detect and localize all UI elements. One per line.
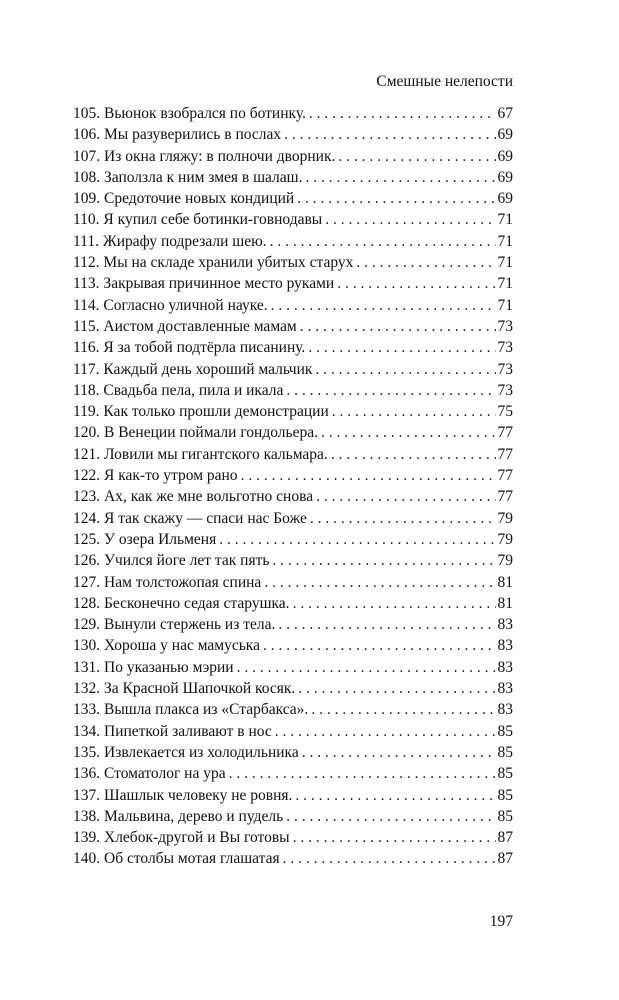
toc-entry-title: 116. Я за тобой подтёрла писанину. <box>73 339 306 357</box>
toc-entry-title: 112. Мы на складе хранили убитых старух <box>73 254 354 272</box>
toc-entry <box>73 252 513 273</box>
toc-entry-title: 122. Я как-то утром рано <box>73 467 238 485</box>
toc-entry-page: 79 <box>497 530 513 548</box>
toc-entry-title: 113. Закрывая причинное место руками <box>73 275 335 293</box>
dot-leader <box>290 593 496 614</box>
toc-entry <box>73 359 513 380</box>
toc-entry <box>73 422 513 443</box>
toc-entry-title: 126. Учился йоге лет так пять <box>73 552 270 570</box>
toc-entry <box>73 827 513 848</box>
toc-entry-page: 69 <box>497 126 513 144</box>
toc-entry-title: 121. Ловили мы гигантского кальмара. <box>73 445 328 463</box>
dot-leader <box>299 742 496 763</box>
toc-entry-title: 115. Аистом доставленные мамам <box>73 317 297 335</box>
page-number: 197 <box>489 913 513 930</box>
dot-leader <box>353 252 495 273</box>
toc-entry <box>73 848 513 869</box>
dot-leader <box>283 806 495 827</box>
toc-entry-title: 120. В Венеции поймали гондольера. <box>73 424 318 442</box>
toc-entry-title: 133. Вышла плакса из «Старбакса». <box>73 701 309 719</box>
toc-entry-page: 77 <box>497 467 513 485</box>
dot-leader <box>329 401 496 422</box>
toc-entry <box>73 721 513 742</box>
toc-entry-page: 73 <box>497 360 513 378</box>
toc-entry-title: 114. Согласно уличной науке. <box>73 296 268 314</box>
toc-entry <box>73 465 513 486</box>
toc-entry-page: 87 <box>497 850 513 868</box>
toc-entry-page: 71 <box>497 296 513 314</box>
dot-leader <box>307 508 496 529</box>
toc-entry-page: 71 <box>497 232 513 250</box>
toc-entry <box>73 380 513 401</box>
toc-entry-title: 105. Вьюнок взобрался по ботинку. <box>73 105 306 122</box>
toc-entry-page: 73 <box>497 317 513 335</box>
toc-entry <box>73 699 513 720</box>
toc-entry-title: 110. Я купил себе ботинки-говнодавы <box>73 211 323 229</box>
toc-entry <box>73 146 513 167</box>
toc-entry <box>73 785 513 806</box>
dot-leader <box>297 316 496 337</box>
toc-entry-page: 83 <box>497 658 513 676</box>
toc-entry-title: 107. Из окна гляжу: в полночи дворник. <box>73 147 336 165</box>
toc-entry <box>73 635 513 656</box>
toc-entry-title: 117. Каждый день хороший мальчик <box>73 360 313 378</box>
toc-entry <box>73 231 513 252</box>
toc-entry-title: 109. Средоточие новых кондиций <box>73 190 295 208</box>
toc-entry-title: 131. По указанью мэрии <box>73 658 234 676</box>
toc-entry <box>73 593 513 614</box>
dot-leader <box>334 273 495 294</box>
dot-leader <box>295 678 495 699</box>
toc-entry-title: 138. Мальвина, дерево и пудель <box>73 807 284 825</box>
dot-leader <box>260 635 496 656</box>
toc-entry-title: 140. Об столбы мотая глашатая <box>73 850 280 868</box>
toc-entry-title: 129. Вынули стержень из тела. <box>73 616 276 634</box>
toc-entry-title: 125. У озера Ильменя <box>73 530 217 548</box>
toc-entry-page: 81 <box>497 594 513 612</box>
dot-leader <box>234 657 496 678</box>
toc-entry-page: 73 <box>497 339 513 357</box>
toc-entry <box>73 295 513 316</box>
toc-entry-title: 139. Хлебок-другой и Вы готовы <box>73 829 290 847</box>
dot-leader <box>268 295 496 316</box>
toc-entry-page: 67 <box>497 105 513 122</box>
table-of-contents <box>73 103 513 870</box>
toc-entry <box>73 188 513 209</box>
toc-entry-title: 134. Пипеткой заливают в нос <box>73 722 272 740</box>
toc-entry <box>73 742 513 763</box>
toc-entry <box>73 678 513 699</box>
toc-entry <box>73 209 513 230</box>
dot-leader <box>312 359 495 380</box>
toc-entry-title: 118. Свадьба пела, пила и икала <box>73 381 284 399</box>
toc-entry <box>73 401 513 422</box>
dot-leader <box>290 827 496 848</box>
toc-entry-page: 81 <box>497 573 513 591</box>
dot-leader <box>302 167 495 188</box>
toc-entry-page: 85 <box>497 807 513 825</box>
dot-leader <box>318 422 496 443</box>
toc-entry <box>73 273 513 294</box>
toc-entry-title: 136. Стоматолог на ура <box>73 765 226 783</box>
toc-entry-title: 127. Нам толстожопая спина <box>73 573 262 591</box>
dot-leader <box>216 529 495 550</box>
dot-leader <box>261 572 495 593</box>
dot-leader <box>275 614 495 635</box>
toc-entry-page: 71 <box>497 211 513 229</box>
dot-leader <box>272 721 496 742</box>
toc-entry-page: 77 <box>497 424 513 442</box>
toc-entry-title: 128. Бесконечно седая старушка. <box>73 594 290 612</box>
dot-leader <box>238 465 496 486</box>
toc-entry-page: 69 <box>497 147 513 165</box>
toc-entry-title: 137. Шашлык человеку не ровня. <box>73 786 293 804</box>
toc-entry-page: 85 <box>497 743 513 761</box>
toc-entry <box>73 337 513 358</box>
toc-entry-title: 123. Ах, как же мне вольготно снова <box>73 488 314 506</box>
running-head: Смешные нелепости <box>376 73 513 90</box>
toc-entry-page: 71 <box>497 254 513 272</box>
toc-entry-page: 77 <box>497 445 513 463</box>
toc-entry-title: 119. Как только прошли демонстрации <box>73 403 329 421</box>
toc-entry-title: 124. Я так скажу — спаси нас Боже <box>73 509 307 527</box>
dot-leader <box>294 188 495 209</box>
toc-entry-page: 87 <box>497 829 513 847</box>
dot-leader <box>269 550 495 571</box>
dot-leader <box>267 231 496 252</box>
dot-leader <box>283 380 495 401</box>
dot-leader <box>226 763 496 784</box>
toc-entry <box>73 103 513 124</box>
dot-leader <box>308 699 495 720</box>
toc-entry <box>73 614 513 635</box>
toc-entry-page: 69 <box>497 190 513 208</box>
toc-entry <box>73 529 513 550</box>
toc-entry-page: 85 <box>497 786 513 804</box>
dot-leader <box>281 124 495 145</box>
toc-entry <box>73 167 513 188</box>
dot-leader <box>306 103 496 124</box>
dot-leader <box>328 444 496 465</box>
toc-entry-page: 85 <box>497 722 513 740</box>
toc-entry <box>73 486 513 507</box>
toc-entry <box>73 444 513 465</box>
toc-entry-page: 77 <box>497 488 513 506</box>
toc-entry-page: 73 <box>497 381 513 399</box>
dot-leader <box>335 146 495 167</box>
dot-leader <box>280 848 496 869</box>
toc-entry <box>73 806 513 827</box>
toc-entry-title: 132. За Красной Шапочкой косяк. <box>73 680 296 698</box>
toc-entry-page: 83 <box>497 637 513 655</box>
toc-entry-page: 71 <box>497 275 513 293</box>
toc-entry-title: 111. Жирафу подрезали шею. <box>73 232 267 250</box>
toc-entry <box>73 763 513 784</box>
toc-entry-page: 75 <box>497 403 513 421</box>
toc-entry <box>73 657 513 678</box>
dot-leader <box>313 486 495 507</box>
toc-entry-title: 135. Извлекается из холодильника <box>73 743 299 761</box>
toc-entry-title: 130. Хороша у нас мамуська <box>73 637 260 655</box>
toc-entry <box>73 508 513 529</box>
toc-entry-page: 79 <box>497 509 513 527</box>
toc-entry <box>73 550 513 571</box>
toc-entry-page: 83 <box>497 701 513 719</box>
dot-leader <box>292 785 495 806</box>
toc-entry <box>73 572 513 593</box>
toc-entry-page: 85 <box>497 765 513 783</box>
dot-leader <box>322 209 495 230</box>
toc-entry-page: 69 <box>497 168 513 186</box>
toc-entry-page: 83 <box>497 616 513 634</box>
toc-entry-page: 83 <box>497 680 513 698</box>
toc-entry-title: 108. Заползла к ним змея в шалаш. <box>73 168 303 186</box>
toc-entry <box>73 316 513 337</box>
dot-leader <box>305 337 495 358</box>
toc-entry-page: 79 <box>497 552 513 570</box>
toc-entry-title: 106. Мы разуверились в послах <box>73 126 282 144</box>
toc-entry <box>73 124 513 145</box>
